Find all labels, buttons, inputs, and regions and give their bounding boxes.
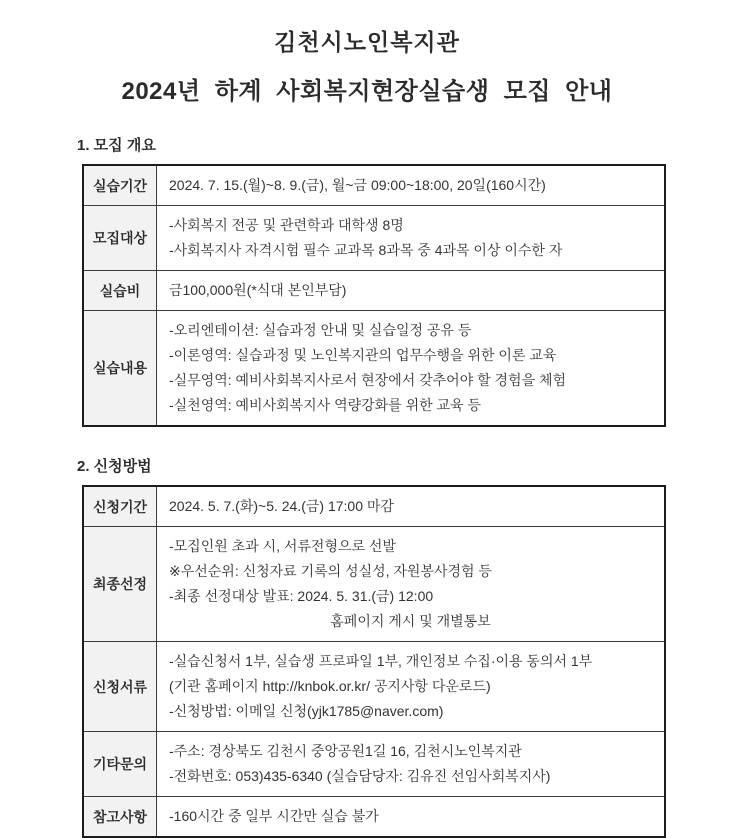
row-value-line: (기관 홈페이지 http://knbok.or.kr/ 공지사항 다운로드): [169, 678, 491, 694]
application-method-table: [82, 485, 666, 838]
table-row-application-documents: [83, 642, 665, 732]
row-value-line: 2024. 7. 15.(월)~8. 9.(금), 월~금 09:00~18:00, 20일(160시간): [169, 177, 546, 193]
row-value-line: -주소: 경상북도 김천시 중앙공원1길 16, 김천시노인복지관: [169, 743, 522, 759]
row-value-line: -실천영역: 예비사회복지사 역량강화를 위한 교육 등: [169, 397, 482, 413]
row-label: 최종선정: [83, 527, 157, 642]
row-value-line: -이론영역: 실습과정 및 노인복지관의 업무수행을 위한 이론 교육: [169, 347, 557, 363]
row-value-line: ※우선순위: 신청자료 기록의 성실성, 자원봉사경험 등: [169, 563, 492, 579]
row-label: 기타문의: [83, 732, 157, 797]
row-value-line: -사회복지 전공 및 관련학과 대학생 8명: [169, 217, 404, 233]
section-heading-overview: 1. 모집 개요: [77, 137, 156, 154]
document-title: 김천시노인복지관: [274, 29, 460, 55]
table-row-application-period: [83, 486, 665, 527]
row-label: 참고사항: [83, 797, 157, 838]
row-label: 실습기간: [83, 165, 157, 206]
table-row-final-selection: [83, 527, 665, 642]
row-value-line: -사회복지사 자격시험 필수 교과목 8과목 중 4과목 이상 이수한 자: [169, 242, 563, 258]
row-label: 모집대상: [83, 206, 157, 271]
table-row-practice-content: [83, 311, 665, 427]
row-value-line: -최종 선정대상 발표: 2024. 5. 31.(금) 12:00: [169, 588, 434, 604]
row-value-line: 금100,000원(*식대 본인부담): [169, 282, 347, 298]
table-row-practice-fee: [83, 271, 665, 311]
row-value-line: -전화번호: 053)435-6340 (실습담당자: 김유진 선임사회복지사): [169, 768, 551, 784]
row-value-line: -실습신청서 1부, 실습생 프로파일 1부, 개인정보 수집·이용 동의서 1부: [169, 653, 593, 669]
table-row-other-inquiries: [83, 732, 665, 797]
row-label: 실습내용: [83, 311, 157, 427]
row-label: 신청기간: [83, 486, 157, 527]
table-row-recruitment-target: [83, 206, 665, 271]
document-body: [0, 134, 734, 838]
document-subtitle: 2024년 하계 사회복지현장실습생 모집 안내: [121, 78, 613, 105]
row-value-line: -실무영역: 예비사회복지사로서 현장에서 갖추어야 할 경험을 체험: [169, 372, 567, 388]
row-label: 실습비: [83, 271, 157, 311]
row-value-line: -160시간 중 일부 시간만 실습 불가: [169, 808, 379, 824]
table-row-practice-period: [83, 165, 665, 206]
row-value-line: -오리엔테이션: 실습과정 안내 및 실습일정 공유 등: [169, 322, 472, 338]
section-heading-application: 2. 신청방법: [77, 458, 152, 475]
recruitment-overview-table: [82, 164, 666, 427]
row-label: 신청서류: [83, 642, 157, 732]
row-value-line: -모집인원 초과 시, 서류전형으로 선발: [169, 538, 396, 554]
row-value-line: 2024. 5. 7.(화)~5. 24.(금) 17:00 마감: [169, 498, 394, 514]
row-value-line-centered: 홈페이지 게시 및 개별통보: [330, 613, 491, 629]
row-value-line: -신청방법: 이메일 신청(yjk1785@naver.com): [169, 703, 444, 719]
